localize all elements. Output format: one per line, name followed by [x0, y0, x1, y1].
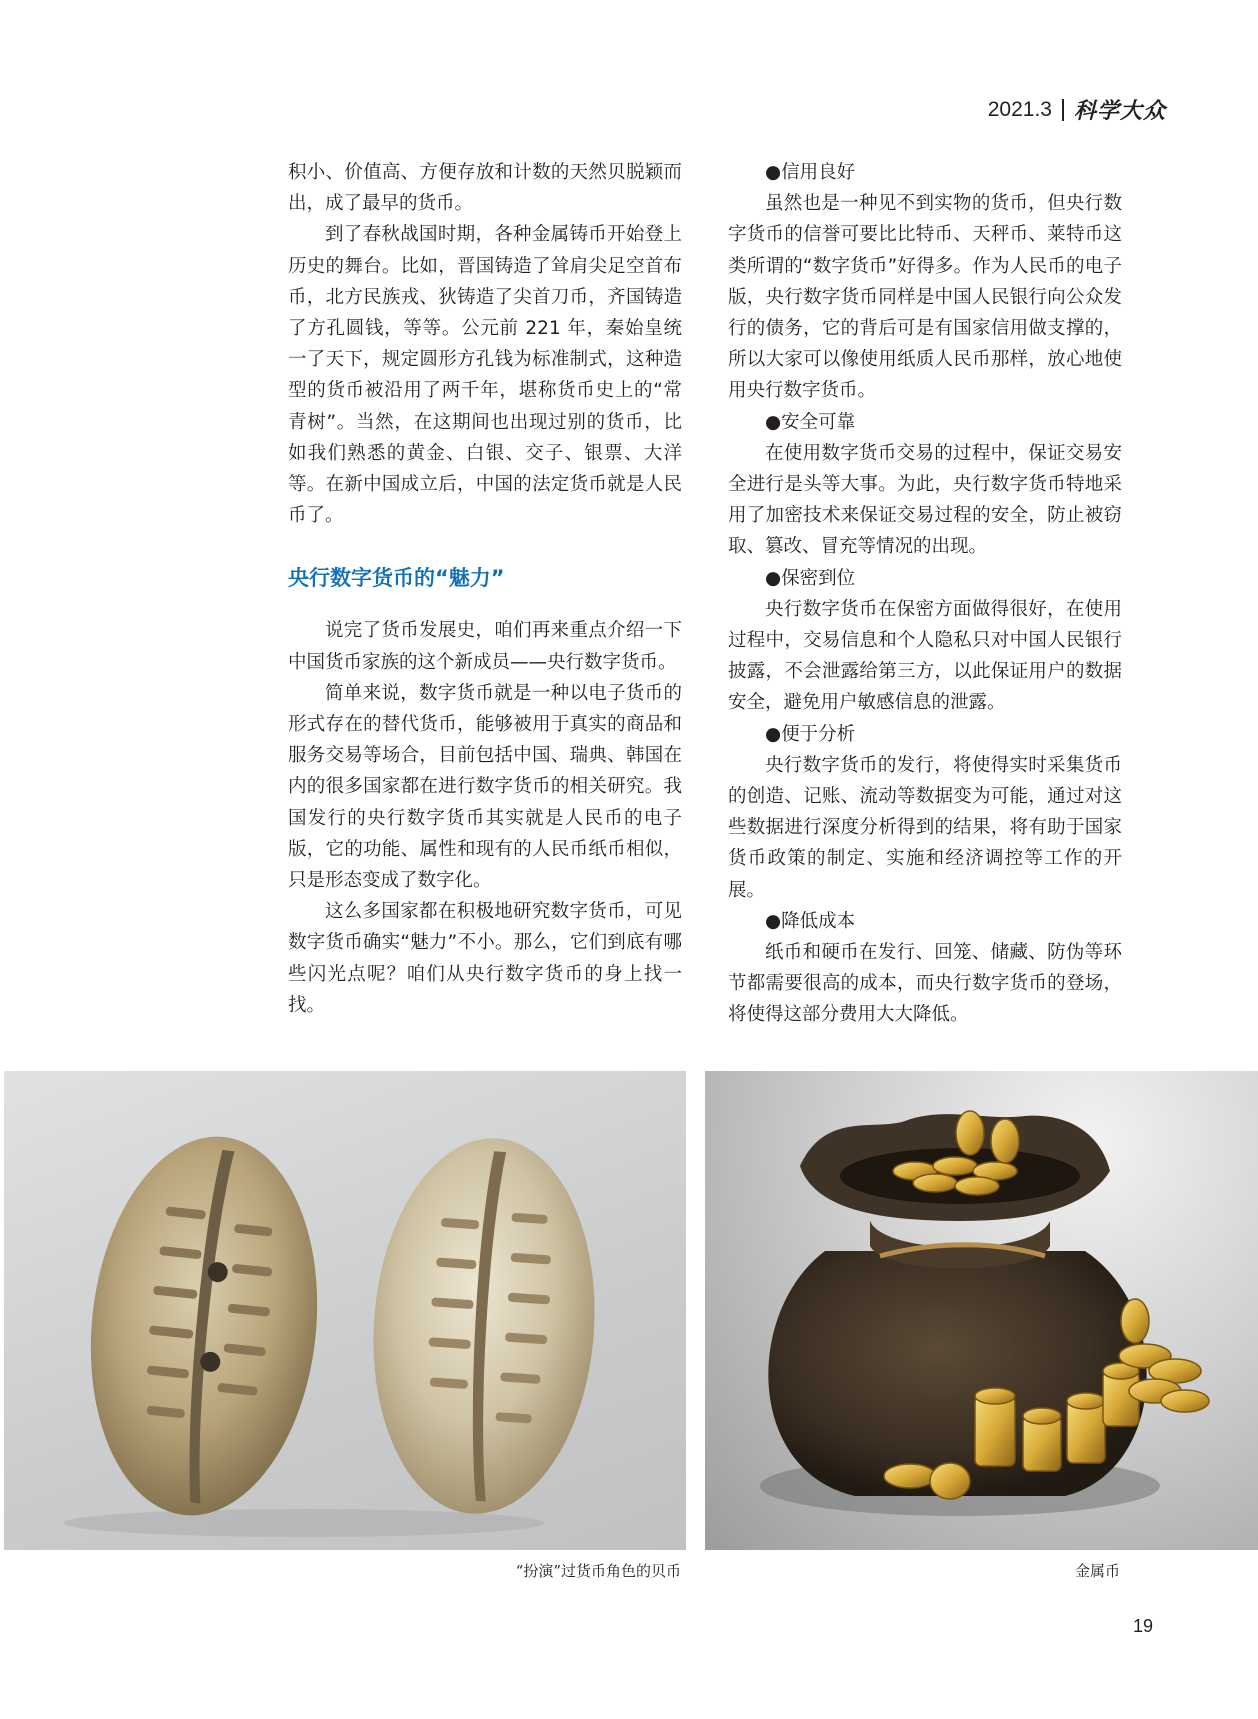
paragraph: 央行数字货币在保密方面做得很好，在使用过程中，交易信息和个人隐私只对中国人民银行披露，不会泄露给第三方，以此保证用户的数据安全，避免用户敏感信息的泄露。	[728, 598, 1122, 714]
bullet-heading: ●安全可靠	[765, 411, 856, 433]
bullet-heading: ●保密到位	[765, 567, 856, 589]
shell-coins-illustration	[4, 1071, 686, 1550]
coin-sack-illustration	[705, 1071, 1258, 1550]
bullet-heading: ●降低成本	[765, 910, 856, 932]
magazine-logo: 科学大众	[1073, 98, 1166, 124]
paragraph: 央行数字货币的发行，将使得实时采集货币的创造、记账、流动等数据变为可能，通过对这些数据进行深度分析得到的结果，将有助于国家货币政策的制定、实施和经济调控等工作的开展。	[728, 754, 1122, 901]
right-column	[728, 157, 1122, 1031]
shell-left	[73, 1125, 335, 1526]
bullet-heading: ●信用良好	[765, 162, 856, 183]
paragraph: 纸币和硬币在发行、回笼、储藏、防伪等环节都需要很高的成本，而央行数字货币的登场，将使得这部分费用大大降低。	[728, 942, 1122, 1026]
gold-coins-photo	[705, 1071, 1258, 1550]
bullet-heading: ●便于分析	[765, 723, 856, 745]
issue-number: 2021.3	[987, 97, 1052, 121]
paragraph: 虽然也是一种见不到实物的货币，但央行数字货币的信誉可要比比特币、天秤币、莱特币这类所谓的“数字货币”好得多。作为人民币的电子版，央行数字货币同样是中国人民银行向公众发行的债务，它的背后可是有国家信用做支撑的，所以大家可以像使用纸质人民币那样，放心地使用央行数字货币。	[728, 193, 1122, 402]
page-header	[988, 94, 1166, 125]
paragraph: 简单来说，数字货币就是一种以电子货币的形式存在的替代货币，能够被用于真实的商品和服务交易等场合，目前包括中国、瑞典、韩国在内的很多国家都在进行数字货币的相关研究。我国发行的央行数字货币其实就是人民币的电子版，它的功能、属性和现有的人民币纸币相似，只是形态变成了数字化。	[288, 682, 682, 892]
paragraph: 积小、价值高、方便存放和计数的天然贝脱颖而出，成了最早的货币。	[288, 162, 682, 215]
paragraph: 这么多国家都在积极地研究数字货币，可见数字货币确实“魅力”不小。那么，它们到底有哪些闪光点呢？咱们从央行数字货币的身上找一找。	[288, 901, 682, 1016]
shell-coins-photo	[4, 1071, 686, 1550]
header-divider	[1062, 99, 1064, 121]
photo-caption-metal-coins: 金属币	[1074, 1562, 1120, 1580]
page-number: 19	[1132, 1616, 1153, 1636]
section-heading: 央行数字货币的“魅力”	[288, 566, 505, 591]
left-column	[288, 157, 682, 1021]
paragraph: 到了春秋战国时期，各种金属铸币开始登上历史的舞台。比如，晋国铸造了耸肩尖足空首布币，北方民族戎、狄铸造了尖首刀币，齐国铸造了方孔圆钱，等等。公元前 221 年，秦始皇统一了天下，规定圆形方孔钱为标准制式，这种造型的货币被沿用了两千年，堪称货币史上的“常青树”。当然，在这期间也出现过别的货币，比如我们熟悉的黄金、白银、交子、银票、大洋等。在新中国成立后，中国的法定货币就是人民币了。	[288, 224, 682, 527]
photo-caption-shell-coins: “扮演”过货币角色的贝币	[515, 1562, 681, 1580]
paragraph: 在使用数字货币交易的过程中，保证交易安全进行是头等大事。为此，央行数字货币特地采用了加密技术来保证交易过程的安全，防止被窃取、篡改、冒充等情况的出现。	[728, 442, 1122, 558]
paragraph: 说完了货币发展史，咱们再来重点介绍一下中国货币家族的这个新成员——央行数字货币。	[288, 620, 682, 673]
shell-right	[361, 1131, 607, 1521]
